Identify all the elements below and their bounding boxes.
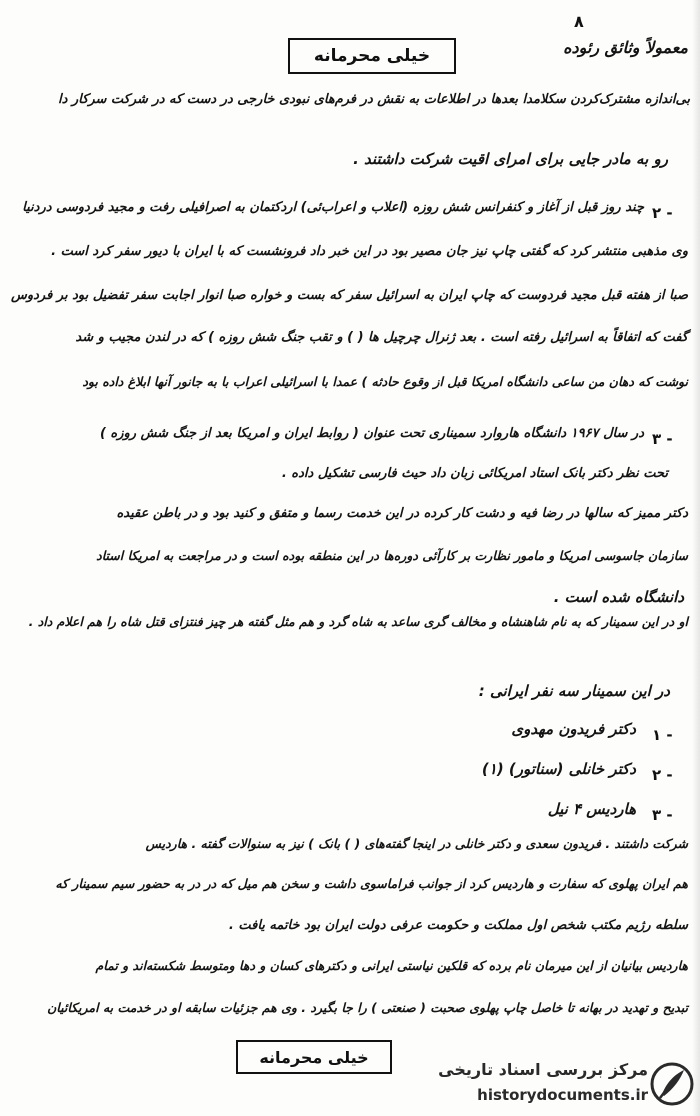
list-marker-2b: ۲ - <box>652 766 673 784</box>
doc-line-1: بی‌اندازه مشترک‌کردن سکلامدا بعدها در اطلاعات به نقش در فرم‌های نبودی خارجی در دست که در شرکت سرکار دا <box>57 92 690 107</box>
watermark-title: مرکز بررسی اسناد تاریخی <box>438 1060 648 1079</box>
classification-text-bottom: خیلی محرمانه <box>259 1047 369 1067</box>
watermark <box>402 1058 694 1112</box>
classification-text-top: خیلی محرمانه <box>313 46 431 66</box>
watermark-site: historydocuments.ir <box>477 1086 648 1104</box>
doc-line-19: هم ایران پهلوی که سفارت و هاردیس کرد از جوانب فراماسوی داشت و سخن هم میل که در در به حضور سیم سمینار که <box>55 876 688 891</box>
doc-line-15: دکتر فریدون مهدوی <box>511 720 636 738</box>
doc-line-21: هاردیس بیانیان از این میرمان نام برده که قلکین نیاستی ایرانی و دکترهای کسان و دها ومتوسط شکسته‌اند و تمام <box>95 958 688 973</box>
list-marker-3b: ۳ - <box>652 806 673 824</box>
doc-line-8: در سال ۱۹۶۷ دانشگاه هاروارد سمیناری تحت عنوان ( روابط ایران و امریکا بعد از جنگ شش روزه ) <box>99 426 644 441</box>
header-note: معمولاً وثائق رئوده <box>563 38 688 57</box>
doc-line-17: هاردیس ۴ نیل <box>547 800 636 818</box>
doc-line-3: چند روز قبل از آغاز و کنفرانس شش روزه (اعلاب و اعراب‌ئی) اردکتمان به اصرافیلی رفت و مجید فردوسی دردنیا <box>22 200 644 215</box>
scan-edge <box>692 0 700 1116</box>
doc-line-7: نوشت که دهان من ساعی دانشگاه امریکا قبل از وقوع حادثه ) عمدا با اسرائیلی اعراب با به جانور آنها ابلاغ داده بود <box>82 374 688 389</box>
classification-stamp-bottom <box>236 1040 392 1074</box>
doc-line-2: رو به مادر جایی برای امرای اقیت شرکت داشتند . <box>353 150 668 168</box>
doc-line-22: تبدیح و تهدید در بهانه تا خاصل چاپ پهلوی صحبت ( صنعتی ) را جا بگیرد . وی هم جزئیات سابقه او در خدمت به امریکائیان <box>47 1000 688 1015</box>
doc-line-12: دانشگاه شده است . <box>553 588 684 606</box>
doc-line-16: دکتر خانلی (سناتور) (۱) <box>481 760 636 778</box>
doc-line-6: گفت که اتفاقاً به اسرائیل رفته است . بعد ژنرال چرچیل ها ( ) و تقب جنگ شش روزه ) که در لندن مجیب و شد <box>75 330 688 345</box>
doc-line-20: سلطه رژیم مکتب شخص اول مملکت و حکومت عرفی دولت ایران بود خاتمه یافت . <box>228 918 688 933</box>
list-marker-3: ۳ - <box>652 430 673 448</box>
list-marker-1: ۱ - <box>652 726 673 744</box>
doc-line-14: در این سمینار سه نفر ایرانی : <box>478 682 670 700</box>
list-marker-2: ۲ - <box>652 204 673 222</box>
doc-line-11: سازمان جاسوسی امریکا و مامور نظارت بر کارآئی دوره‌ها در این منطقه بوده است و در مراجعت به امریکا استاد <box>96 548 688 563</box>
doc-line-9: تحت نظر دکتر بانک استاد امریکائی زبان داد حیث فارسی تشکیل داده . <box>281 466 668 481</box>
doc-line-5: صبا از هفته قبل مجید فردوست که چاپ ایران به اسرائیل سفر که بست و خواره صبا انوار اجابت سفر تفضیل بود بر فردوس <box>10 288 688 303</box>
page-number: ۸ <box>574 12 584 31</box>
classification-stamp-top <box>288 38 456 74</box>
doc-line-10: دکتر ممیز که سالها در رضا فیه و دشت کار کرده در این خدمت رسما و متفق و کنید بود و در باطن عقیده <box>116 506 688 521</box>
scroll-feather-icon <box>650 1060 694 1108</box>
doc-line-4: وی مذهبی منتشر کرد که گفتی چاپ نیز جان مصیر بود در این خبر داد فرونشست که با ایران با دیور سفر کرد است . <box>51 244 688 259</box>
doc-line-13: او در این سمینار که به نام شاهنشاه و مخالف گری ساعد به شاه گرد و هم مثل گفته هر چیز فنتزای قتل شاه را هم اعلام داد . <box>28 614 688 629</box>
doc-line-18: شرکت داشتند . فریدون سعدی و دکتر خانلی در اینجا گفته‌های ( ) بانک ) نیز به سنوالات گفته . هاردیس <box>145 836 688 851</box>
